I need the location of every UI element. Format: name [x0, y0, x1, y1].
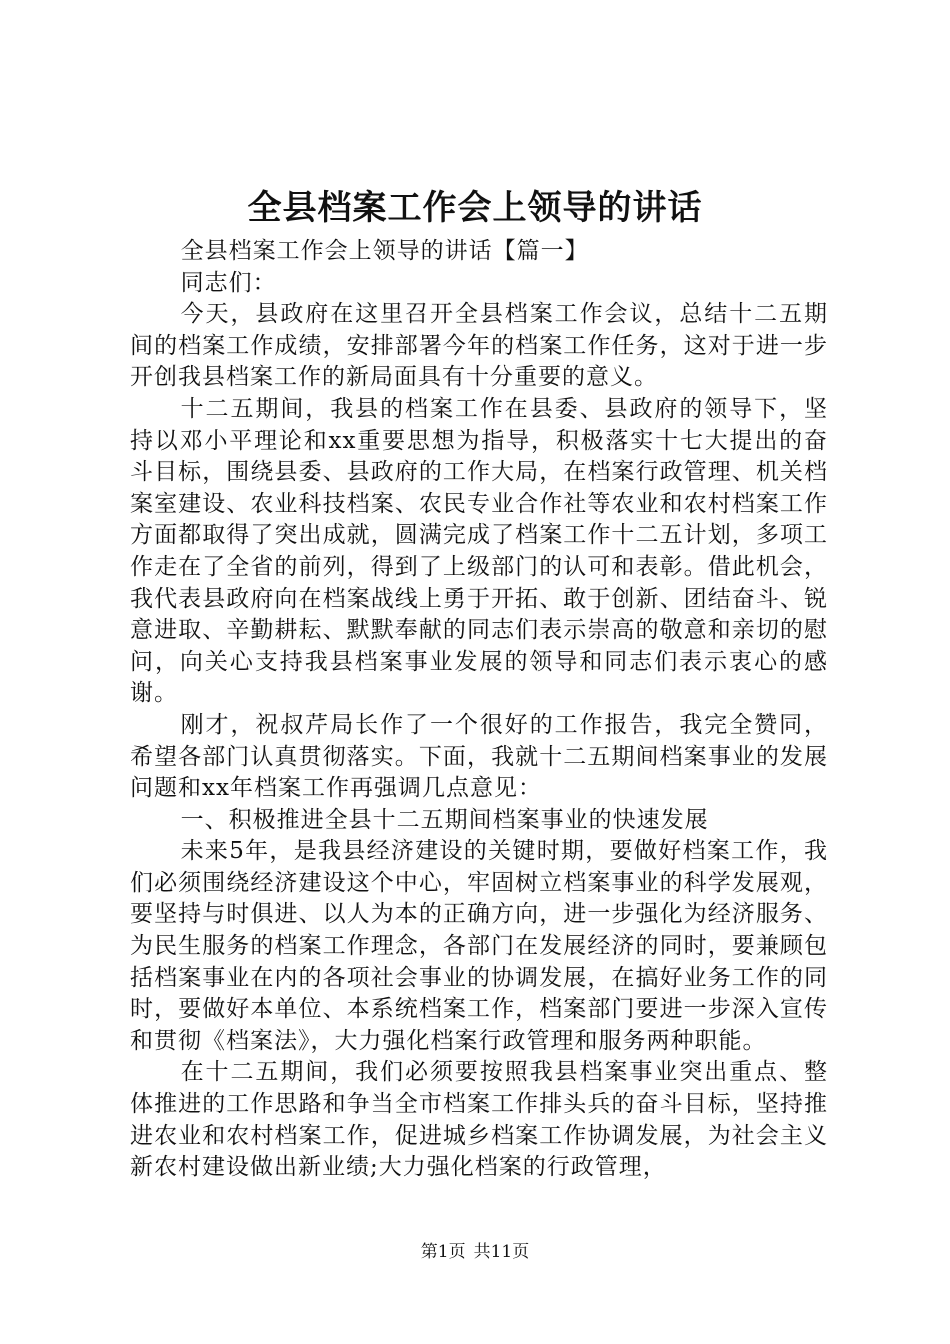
body-paragraph: 在十二五期间，我们必须要按照我县档案事业突出重点、整体推进的工作思路和争当全市档案工作排头兵的奋斗目标，坚持推进农业和农村档案工作，促进城乡档案工作协调发展，为社会主义新农村建设做出新业绩;大力强化档案的行政管理， [130, 1059, 828, 1181]
salutation-paragraph: 同志们： [180, 269, 277, 296]
body-paragraph: 今天，县政府在这里召开全县档案工作会议，总结十二五期间的档案工作成绩，安排部署今年的档案工作任务，这对于进一步开创我县档案工作的新局面具有十分重要的意义。 [130, 301, 828, 391]
page-footer [0, 1240, 950, 1264]
body-paragraph: 刚才，祝叔芹局长作了一个很好的工作报告，我完全赞同，希望各部门认真贯彻落实。下面，我就十二五期间档案事业的发展问题和xx年档案工作再强调几点意见： [130, 711, 828, 802]
document-body [130, 236, 828, 1184]
subtitle-paragraph: 全县档案工作会上领导的讲话【篇一】 [180, 238, 589, 264]
body-paragraph: 未来5年，是我县经济建设的关键时期，要做好档案工作，我们必须围绕经济建设这个中心，牢固树立档案事业的科学发展观，要坚持与时俱进、以人为本的正确方向，进一步强化为经济服务、为民生服务的档案工作理念，各部门在发展经济的同时，要兼顾包括档案事业在内的各项社会事业的协调发展，在搞好业务工作的同时，要做好本单位、本系统档案工作，档案部门要进一步深入宣传和贯彻《档案法》，大力强化档案行政管理和服务两种职能。 [130, 838, 828, 1054]
page-number: 第1页 [420, 1242, 466, 1262]
document-title: 全县档案工作会上领导的讲话 [247, 188, 703, 228]
page-total: 共11页 [473, 1242, 530, 1262]
section-heading: 一、积极推进全县十二五期间档案事业的快速发展 [180, 806, 709, 833]
body-paragraph: 十二五期间，我县的档案工作在县委、县政府的领导下，坚持以邓小平理论和xx重要思想为指导，积极落实十七大提出的奋斗目标，围绕县委、县政府的工作大局，在档案行政管理、机关档案室建设、农业科技档案、农民专业合作社等农业和农村档案工作方面都取得了突出成就，圆满完成了档案工作十二五计划，多项工作走在了全省的前列，得到了上级部门的认可和表彰。借此机会，我代表县政府向在档案战线上勇于开拓、敢于创新、团结奋斗、锐意进取、辛勤耕耘、默默奉献的同志们表示崇高的敬意和亲切的慰问，向关心支持我县档案事业发展的领导和同志们表示衷心的感谢。 [130, 395, 828, 707]
